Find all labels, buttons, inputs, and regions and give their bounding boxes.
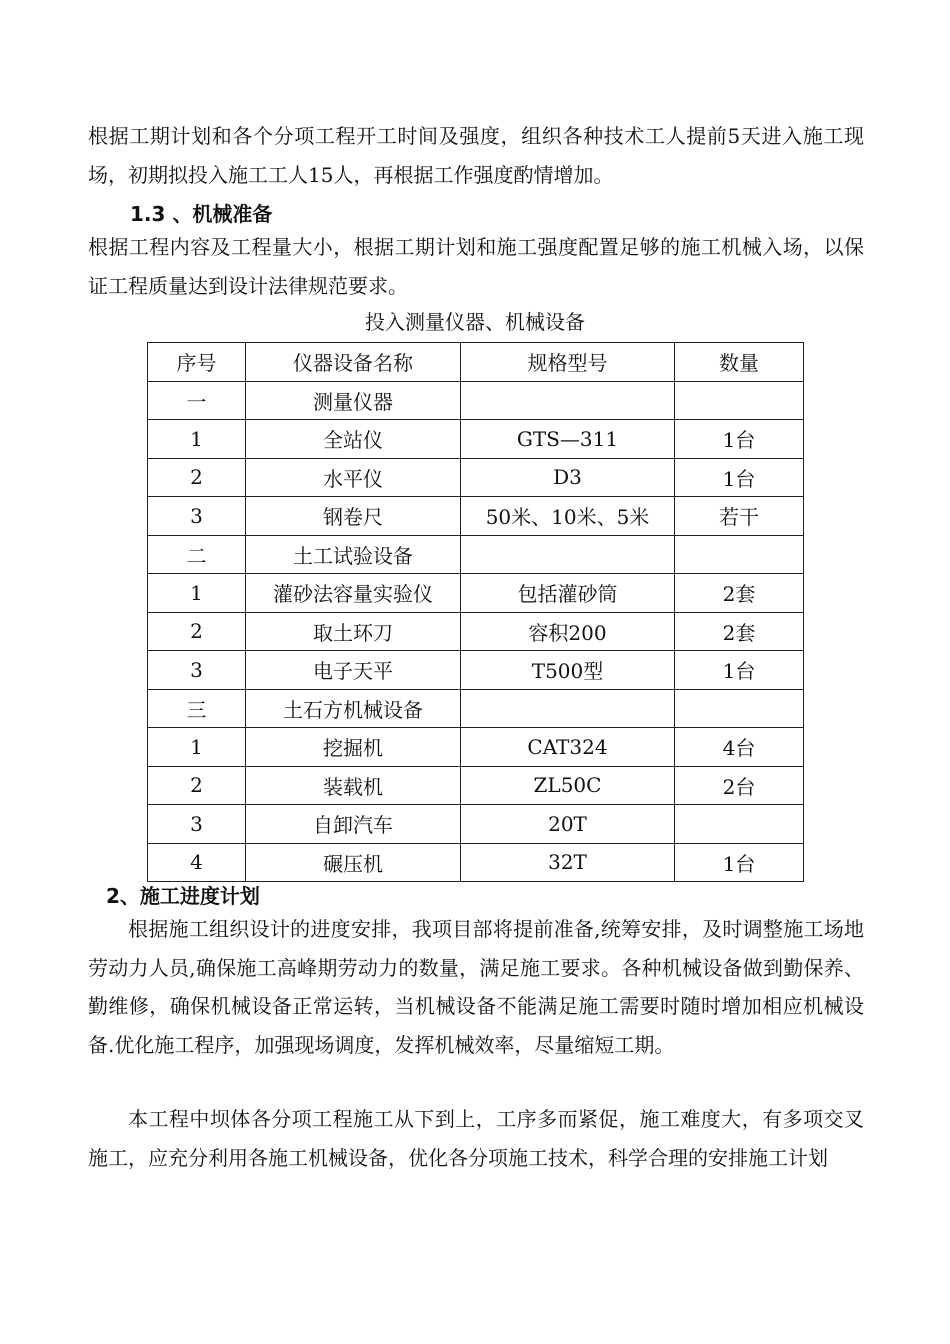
cell-quantity: 1台 [675, 651, 804, 690]
cell-index: 2 [148, 458, 246, 497]
machinery-paragraph: 根据工程内容及工程量大小，根据工期计划和施工强度配置足够的施工机械入场，以保证工程质量达到设计法律规范要求。 [88, 235, 864, 298]
header-cell-index: 序号 [148, 343, 246, 382]
cell-index: 二 [148, 535, 246, 574]
schedule-paragraph-1: 根据施工组织设计的进度安排，我项目部将提前准备,统筹安排，及时调整施工场地劳动力人员,确保施工高峰期劳动力的数量，满足施工要求。各种机械设备做到勤保养、勤维修，确保机械设备正常运转，当机械设备不能满足施工需要时随时增加相应机械设备.优化施工程序，加强现场调度，发挥机械效率，尽量缩短工期。 [88, 917, 864, 1057]
cell-spec: 20T [461, 805, 675, 844]
cell-index: 一 [148, 381, 246, 420]
cell-quantity: 2台 [675, 766, 804, 805]
cell-quantity: 1台 [675, 420, 804, 459]
cell-spec [461, 381, 675, 420]
schedule-paragraph-2: 本工程中坝体各分项工程施工从下到上，工序多而紧促，施工难度大，有多项交叉施工，应充分利用各施工机械设备，优化各分项施工技术，科学合理的安排施工计划 [88, 1107, 864, 1170]
table-row [148, 458, 804, 497]
table-row [148, 574, 804, 613]
cell-quantity [675, 805, 804, 844]
header-cell-spec: 规格型号 [461, 343, 675, 382]
cell-spec: ZL50C [461, 766, 675, 805]
cell-index: 2 [148, 766, 246, 805]
cell-spec: 32T [461, 843, 675, 882]
table-row [148, 612, 804, 651]
cell-spec: CAT324 [461, 728, 675, 767]
cell-index: 1 [148, 420, 246, 459]
intro-paragraph: 根据工期计划和各个分项工程开工时间及强度，组织各种技术工人提前5天进入施工现场，初期拟投入施工工人15人，再根据工作强度酌情增加。 [88, 124, 864, 187]
table-row [148, 497, 804, 536]
cell-quantity [675, 689, 804, 728]
cell-name: 水平仪 [246, 458, 461, 497]
table-body [148, 381, 804, 882]
cell-index: 3 [148, 497, 246, 536]
cell-quantity [675, 381, 804, 420]
table-row [148, 535, 804, 574]
header-cell-quantity: 数量 [675, 343, 804, 382]
cell-quantity: 1台 [675, 843, 804, 882]
cell-index: 三 [148, 689, 246, 728]
section-heading-1-3: 1.3 、机械准备 [130, 202, 273, 226]
cell-quantity: 4台 [675, 728, 804, 767]
cell-name: 电子天平 [246, 651, 461, 690]
header-cell-name: 仪器设备名称 [246, 343, 461, 382]
cell-spec: T500型 [461, 651, 675, 690]
table-row [148, 381, 804, 420]
cell-name: 碾压机 [246, 843, 461, 882]
cell-quantity: 2套 [675, 574, 804, 613]
cell-name: 灌砂法容量实验仪 [246, 574, 461, 613]
cell-name: 自卸汽车 [246, 805, 461, 844]
cell-name: 取土环刀 [246, 612, 461, 651]
section-heading-2: 2、施工进度计划 [106, 884, 260, 908]
cell-name: 装载机 [246, 766, 461, 805]
cell-name: 土石方机械设备 [246, 689, 461, 728]
cell-name: 土工试验设备 [246, 535, 461, 574]
cell-spec: 50米、10米、5米 [461, 497, 675, 536]
table-row [148, 805, 804, 844]
cell-index: 2 [148, 612, 246, 651]
cell-name: 全站仪 [246, 420, 461, 459]
cell-index: 3 [148, 805, 246, 844]
table-row [148, 651, 804, 690]
table-row [148, 420, 804, 459]
table-row [148, 689, 804, 728]
cell-spec: 容积200 [461, 612, 675, 651]
cell-name: 挖掘机 [246, 728, 461, 767]
table-caption: 投入测量仪器、机械设备 [365, 310, 585, 334]
cell-spec [461, 535, 675, 574]
cell-quantity: 2套 [675, 612, 804, 651]
cell-name: 钢卷尺 [246, 497, 461, 536]
cell-quantity: 1台 [675, 458, 804, 497]
cell-index: 3 [148, 651, 246, 690]
cell-index: 4 [148, 843, 246, 882]
cell-spec: 包括灌砂筒 [461, 574, 675, 613]
table-header-row [148, 343, 804, 382]
cell-quantity [675, 535, 804, 574]
cell-name: 测量仪器 [246, 381, 461, 420]
cell-index: 1 [148, 574, 246, 613]
cell-spec [461, 689, 675, 728]
table-row [148, 728, 804, 767]
cell-spec: GTS—311 [461, 420, 675, 459]
table-row [148, 843, 804, 882]
cell-spec: D3 [461, 458, 675, 497]
cell-index: 1 [148, 728, 246, 767]
cell-quantity: 若干 [675, 497, 804, 536]
table-row [148, 766, 804, 805]
equipment-table [147, 342, 804, 882]
